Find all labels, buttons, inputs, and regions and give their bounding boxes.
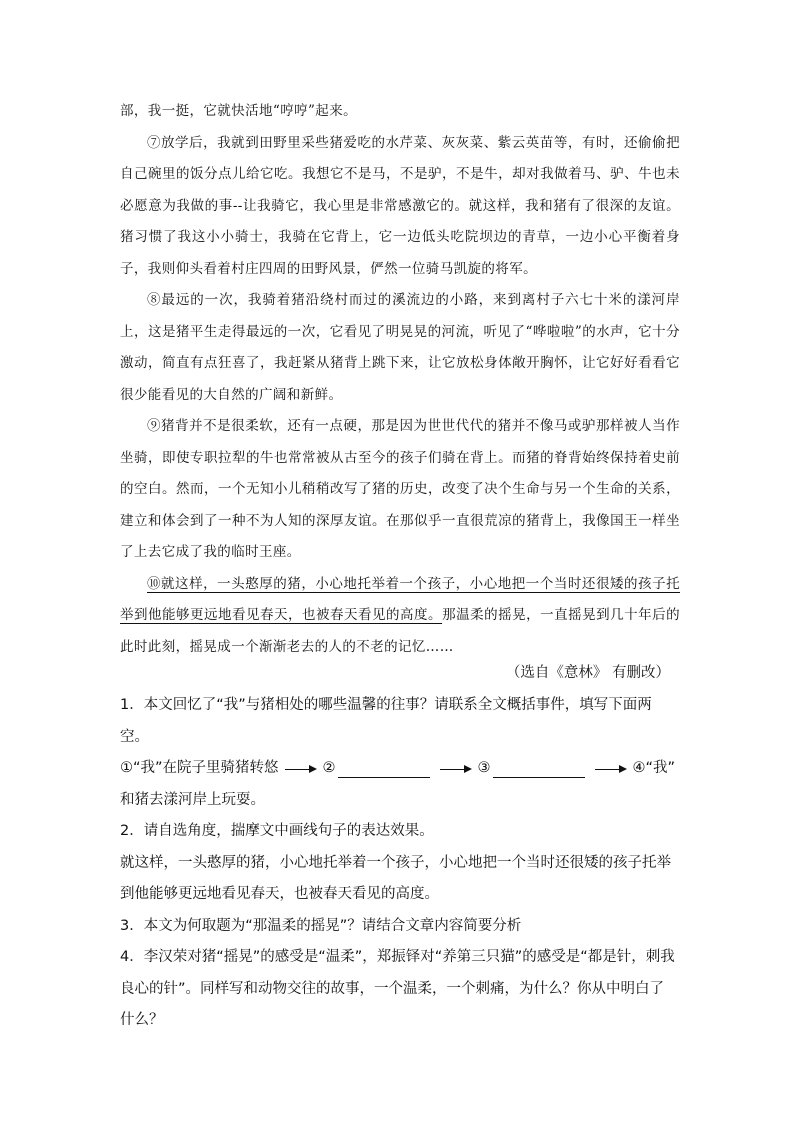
- paragraph-9: ⑨猪背并不是很柔软，还有一点硬，那是因为世世代代的猪并不像马或驴那样被人当作坐骑，即使专职拉犁的牛也常常被从古至今的孩子们骑在背上。而猪的脊背始终保持着史前的空白。然而，一个无知小儿稍稍改写了猪的历史，改变了决个生命与另一个生命的关系，建立和体会到了一种不为人知的深厚友谊。在那似乎一直很荒凉的猪背上，我像国王一样坐了上去它成了我的临时王座。: [120, 418, 680, 560]
- arrow-right-icon: [595, 764, 627, 774]
- question-1: 1．本文回忆了“我”与猪相处的哪些温馨的往事？请联系全文概括事件，填写下面两空。: [120, 697, 652, 745]
- questions: [120, 690, 676, 1037]
- question-2: 2．请自选角度，揣摩文中画线句子的表达效果。: [120, 823, 434, 839]
- passage: [120, 96, 680, 663]
- question-4: 4．李汉荣对猪“摇晃”的感受是“温柔”，郑振铎对“养第三只猫”的感受是“都是针，刺我良心的针”。同样写和动物交往的故事，一个温柔，一个刺痛，为什么？你从中明白了什么？: [120, 949, 675, 1028]
- answer-blank-2[interactable]: [338, 759, 430, 778]
- answer-blank-3[interactable]: [493, 759, 585, 778]
- chain-step-1: ①“我”在院子里骑猪转悠: [120, 760, 279, 776]
- question-3: 3．本文为何取题为“那温柔的摇晃”？请结合文章内容简要分析: [120, 917, 522, 934]
- arrow-right-icon: [440, 764, 472, 774]
- chain-step-4: ④“我”: [632, 760, 676, 776]
- source-citation: （选自《意林》 有删改）: [505, 665, 670, 681]
- question-1-tail: 和猪去漾河岸上玩耍。: [120, 791, 265, 808]
- underlined-sentence: ⑩就这样，一头憨厚的猪，小心地托举着一个孩子，小心地把一个当时还很矮的孩子托举到他能够更远地看见春天，也被春天看见的高度。: [120, 575, 680, 623]
- paragraph-10-rest: 那温柔的摇晃，一直摇晃到几十年后的此时此刻，摇晃成一个渐渐老去的人的不老的记忆……: [120, 607, 680, 655]
- question-1-chain: [120, 753, 676, 785]
- paragraph-8: ⑧最远的一次，我骑着猪沿绕村而过的溪流边的小路，来到离村子六七十米的漾河岸上，这是猪平生走得最远的一次，它看见了明晃晃的河流，听见了“哗啦啦”的水声，它十分激动，简直有点狂喜了，我赶紧从猪背上跳下来，让它放松身体敞开胸怀，让它好好看看它很少能看见的大自然的广阔和新鲜。: [120, 292, 680, 403]
- chain-step-3: ③: [477, 760, 491, 776]
- question-2-quote: 就这样，一头憨厚的猪，小心地托举着一个孩子，小心地把一个当时还很矮的孩子托举到他能够更远地看见春天，也被春天看见的高度。: [120, 854, 671, 902]
- paragraph-10: [120, 569, 680, 664]
- arrow-right-icon: [285, 764, 317, 774]
- paragraph-6-ending: 部，我一挺，它就快活地“哼哼”起来。: [120, 103, 358, 119]
- paragraph-7: ⑦放学后，我就到田野里采些猪爱吃的水芹菜、灰灰菜、紫云英苗等，有时，还偷偷把自己碗里的饭分点儿给它吃。我想它不是马，不是驴，不是牛，却对我做着马、驴、牛也未必愿意为我做的事--让我骑它，我心里是非常感激它的。就这样，我和猪有了很深的友谊。猪习惯了我这小小骑士，我骑在它背上，它一边低头吃院坝边的青草，一边小心平衡着身子，我则仰头看着村庄四周的田野风景，俨然一位骑马凯旋的将军。: [120, 134, 680, 277]
- chain-step-2: ②: [322, 760, 336, 776]
